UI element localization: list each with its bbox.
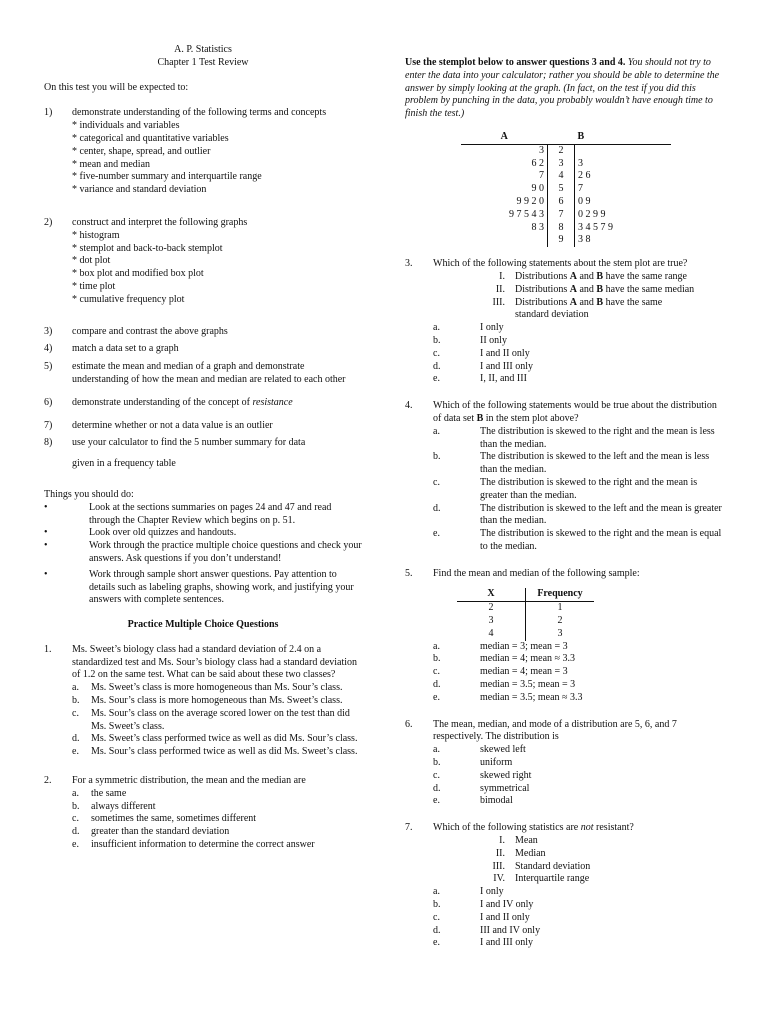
todo-item [44, 569, 362, 607]
question-number: 7. [405, 822, 413, 834]
option-letter: e. [72, 746, 79, 758]
bullet-icon: • [44, 540, 48, 552]
option-text: Ms. Sour’s class is more homogeneous than Ms. Sweet’s class. [91, 695, 343, 707]
statement-text: have the same standard deviation [515, 296, 663, 321]
answer-option [405, 477, 727, 503]
frequency-row [457, 615, 594, 628]
option-text: median = 3.5; mean ≈ 3.3 [480, 691, 583, 703]
item-text: demonstrate understanding of the following terms and concepts [72, 107, 327, 119]
statement [405, 873, 727, 886]
term-bullet: * categorical and quantitative variables [72, 132, 229, 144]
option-letter: e. [433, 691, 440, 703]
expect-item-7 [44, 420, 362, 433]
option-letter: e. [433, 937, 440, 949]
option-letter: c. [433, 347, 440, 359]
option-letter: b. [72, 800, 80, 812]
option-text: I and III only [480, 360, 534, 372]
answer-option [405, 451, 727, 477]
question-text [433, 822, 727, 835]
option-text: always different [91, 800, 156, 812]
answer-option [44, 708, 362, 734]
leaf-a: 9 7 5 4 3 [509, 208, 544, 220]
option-text: insufficient information to determine the correct answer [91, 839, 315, 851]
graph-bullet: * box plot and modified box plot [72, 268, 204, 280]
answer-option [44, 682, 362, 695]
todo-item [44, 502, 362, 528]
option-letter: e. [72, 839, 79, 851]
option-text: I and III only [480, 937, 534, 949]
question-text-part: Which of the following statements would be true about the distribution of data set [433, 400, 717, 424]
roman-numeral: III. [492, 296, 505, 308]
answer-option [405, 770, 727, 783]
todo-text: Look over old quizzes and handouts. [89, 527, 237, 539]
option-letter: a. [433, 886, 440, 898]
expect-item-4 [44, 343, 362, 356]
question-7 [405, 822, 727, 835]
question-3 [405, 258, 727, 271]
answer-option [44, 826, 362, 839]
question-number: 4. [405, 400, 413, 412]
statement-text: and [576, 283, 597, 295]
leaf-a: 8 3 [531, 221, 544, 233]
answer-option [44, 695, 362, 708]
option-letter: d. [433, 782, 441, 794]
answer-option [44, 801, 362, 814]
answer-option [405, 795, 727, 808]
statement [405, 297, 727, 323]
option-text: I and II only [480, 347, 530, 359]
roman-numeral: IV. [493, 873, 505, 885]
question-number: 3. [405, 258, 413, 270]
option-text: I and II only [480, 911, 530, 923]
question-text-emphasis: not [580, 822, 594, 834]
option-text: I only [480, 886, 504, 898]
dist-a: A [569, 296, 577, 308]
option-letter: a. [433, 425, 440, 437]
answer-option [44, 788, 362, 801]
option-letter: a. [72, 682, 79, 694]
roman-numeral: I. [499, 835, 505, 847]
roman-numeral: II. [495, 283, 505, 295]
item-number: 2) [44, 216, 53, 228]
item-text: match a data set to a graph [72, 343, 179, 355]
item-number: 3) [44, 325, 53, 337]
option-letter: d. [72, 826, 80, 838]
stem: 4 [548, 170, 575, 183]
item-text [72, 397, 362, 410]
option-letter: c. [433, 666, 440, 678]
answer-option [44, 733, 362, 746]
question-2 [44, 775, 362, 788]
stemplot-row [461, 170, 671, 183]
stemplot-header-b: B [575, 131, 672, 144]
option-text: bimodal [480, 795, 513, 807]
graph-bullet: * stemplot and back-to-back stemplot [72, 242, 223, 254]
cell-x: 3 [488, 615, 494, 627]
answer-option [405, 361, 727, 374]
instructions-bold: Use the stemplot below to answer questions 3 and 4. [405, 57, 626, 68]
item-text-plain: demonstrate understanding of the concept of [72, 396, 253, 408]
stemplot-row [461, 144, 671, 157]
question-number: 1. [44, 643, 52, 655]
option-text: The distribution is skewed to the right and the mean is equal to the median. [480, 528, 722, 552]
answer-option [405, 322, 727, 335]
dist-b: B [596, 296, 604, 308]
item-text [72, 437, 362, 471]
item-text-line2: given in a frequency table [72, 458, 176, 470]
right-column [405, 0, 727, 950]
option-letter: b. [72, 695, 80, 707]
statement-text: and [576, 296, 597, 308]
option-text: The distribution is skewed to the left and the mean is greater than the median. [480, 502, 722, 527]
statement-text: Distributions [515, 283, 570, 295]
answer-option [44, 746, 362, 759]
leaf-b: 0 9 [578, 195, 591, 207]
stem: 9 [548, 234, 575, 247]
item-text: determine whether or not a data value is an outlier [72, 419, 273, 431]
answer-option [405, 426, 727, 452]
option-letter: b. [433, 757, 441, 769]
statement-text: have the same median [603, 283, 695, 295]
answer-option [44, 839, 362, 852]
answer-option [405, 757, 727, 770]
question-text: For a symmetric distribution, the mean and the median are [72, 775, 306, 787]
stem: 2 [548, 144, 575, 157]
statement [405, 848, 727, 861]
expect-item-8 [44, 437, 362, 471]
todo-title: Things you should do: [44, 488, 134, 500]
dist-b: B [596, 270, 604, 282]
answer-option [405, 528, 727, 554]
leaf-b: 3 [578, 157, 583, 169]
option-text: Ms. Sour’s class on the average scored lower on the test than did Ms. Sweet’s class. [91, 707, 350, 732]
option-letter: a. [72, 787, 79, 799]
roman-numeral: I. [499, 270, 505, 282]
graph-bullet: * histogram [72, 229, 120, 241]
stem: 7 [548, 209, 575, 222]
cell-x: 4 [488, 627, 494, 639]
graph-bullet: * time plot [72, 280, 116, 292]
stemplot-table [461, 131, 671, 247]
leaf-a: 3 [539, 144, 544, 156]
answer-option [405, 679, 727, 692]
item-number: 1) [44, 107, 53, 119]
answer-option [405, 886, 727, 899]
dist-b: B [596, 283, 604, 295]
option-text: The distribution is skewed to the right and the mean is greater than the median. [480, 476, 698, 501]
answer-option [405, 925, 727, 938]
answer-option [405, 937, 727, 950]
todo-text: Work through sample short answer questions. Pay attention to details such as labeling graphs, showing work, and justifying your answers with complete sentences. [89, 568, 354, 606]
stemplot-header-a: A [461, 131, 548, 144]
question-text: Ms. Sweet’s biology class had a standard deviation of 2.4 on a standardized test and Ms. Sour’s biology class had a standard deviation of 1.2 on the same test. What can be said about these two classes? [72, 643, 358, 681]
option-letter: c. [433, 769, 440, 781]
instructions-italic: You should not try to enter the data into your calculator; rather you should be able to determine the answer by simply looking at the graph. (In fact, on the test if you did this problem by punching in the data, you probably wouldn’t have enough time to finish the test.) [405, 57, 720, 120]
cell-x: 2 [488, 602, 494, 614]
stemplot-row [461, 183, 671, 196]
stemplot-instructions [405, 57, 727, 121]
stemplot-row [461, 209, 671, 222]
statement [405, 271, 727, 284]
practice-heading: Practice Multiple Choice Questions [127, 619, 279, 631]
question-4 [405, 400, 727, 426]
option-letter: b. [433, 653, 441, 665]
frequency-row [457, 602, 594, 615]
question-text-part: Which of the following statistics are [433, 822, 581, 834]
option-letter: d. [433, 502, 441, 514]
item-number: 5) [44, 361, 53, 373]
expect-item-1 [44, 107, 362, 120]
answer-option [405, 373, 727, 386]
question-number: 5. [405, 567, 413, 579]
item-text-emphasis: resistance [252, 396, 293, 408]
todo-item [44, 527, 362, 540]
option-text: The distribution is skewed to the left and the mean is less than the median. [480, 451, 710, 476]
statement-text: Standard deviation [515, 860, 591, 872]
stem: 3 [548, 158, 575, 171]
stemplot-header [461, 131, 671, 144]
option-text: skewed right [480, 769, 532, 781]
answer-option [405, 335, 727, 348]
graph-bullet: * dot plot [72, 255, 111, 267]
todo-text: Look at the sections summaries on pages 24 and 47 and read through the Chapter Review which begins on p. 51. [89, 501, 332, 526]
question-number: 2. [44, 775, 52, 787]
option-text: I only [480, 322, 504, 334]
doc-subtitle: Chapter 1 Test Review [157, 56, 249, 68]
expect-item-6 [44, 397, 362, 410]
graph-bullet: * cumulative frequency plot [72, 293, 185, 305]
answer-option [405, 666, 727, 679]
statement-text: Median [515, 847, 546, 859]
statement-text: Interquartile range [515, 873, 590, 885]
roman-numeral: III. [492, 860, 505, 872]
option-text: I and IV only [480, 899, 534, 911]
expect-item-2 [44, 217, 362, 230]
stemplot-header-stem [548, 131, 575, 144]
leaf-a: 6 2 [531, 157, 544, 169]
option-letter: e. [433, 528, 440, 540]
question-6 [405, 719, 727, 745]
answer-option [405, 641, 727, 654]
option-text: skewed left [480, 744, 526, 756]
item-number: 6) [44, 396, 53, 408]
answer-option [405, 899, 727, 912]
option-text: the same [91, 787, 127, 799]
statement [405, 284, 727, 297]
leaf-b: 3 4 5 7 9 [578, 221, 613, 233]
option-letter: a. [433, 322, 440, 334]
option-text: III and IV only [480, 924, 541, 936]
leaf-b: 0 2 9 9 [578, 208, 606, 220]
stemplot-row [461, 158, 671, 171]
frequency-row [457, 628, 594, 641]
option-text: Ms. Sweet’s class performed twice as well as did Ms. Sour’s class. [91, 733, 358, 745]
option-letter: d. [433, 679, 441, 691]
stemplot-row [461, 196, 671, 209]
question-text: Find the mean and median of the following sample: [433, 567, 640, 579]
leaf-b: 3 8 [578, 234, 591, 246]
statement [405, 861, 727, 874]
item-text: compare and contrast the above graphs [72, 325, 228, 337]
todo-text: Work through the practice multiple choice questions and check your answers. Ask questions if you don’t understand! [89, 540, 362, 564]
option-letter: e. [433, 795, 440, 807]
option-letter: b. [433, 334, 441, 346]
stem: 8 [548, 222, 575, 235]
answer-option [405, 692, 727, 705]
stemplot-row [461, 222, 671, 235]
statement-text: Distributions [515, 270, 570, 282]
option-text: median = 4; mean = 3 [480, 666, 568, 678]
option-letter: d. [433, 360, 441, 372]
leaf-b: 2 6 [578, 170, 591, 182]
bullet-icon: • [44, 568, 48, 580]
bullet-icon: • [44, 527, 48, 539]
stemplot-row [461, 234, 671, 247]
option-letter: b. [433, 899, 441, 911]
leaf-a: 9 0 [531, 183, 544, 195]
expect-item-3 [44, 326, 362, 339]
leaf-a: 7 [539, 170, 544, 182]
question-text-part: in the stem plot above? [483, 412, 579, 424]
dist-b: B [476, 412, 484, 424]
term-bullet: * five-number summary and interquartile range [72, 171, 262, 183]
option-text: The distribution is skewed to the right and the mean is less than the median. [480, 425, 715, 450]
cell-frequency: 2 [526, 615, 595, 628]
option-text: symmetrical [480, 782, 530, 794]
item-number: 8) [44, 437, 53, 449]
question-text-part: resistant? [593, 822, 634, 834]
cell-frequency: 3 [526, 628, 595, 641]
term-bullet: * individuals and variables [72, 120, 180, 132]
dist-a: A [569, 270, 577, 282]
question-text [433, 400, 727, 426]
left-column [44, 0, 362, 852]
option-letter: c. [433, 911, 440, 923]
answer-option [405, 503, 727, 529]
statement-text: Distributions [515, 296, 570, 308]
option-letter: a. [433, 640, 440, 652]
term-bullet: * mean and median [72, 158, 151, 170]
leaf-a: 9 9 2 0 [516, 195, 544, 207]
answer-option [405, 912, 727, 925]
option-letter: e. [433, 373, 440, 385]
frequency-table [457, 588, 594, 640]
option-text: uniform [480, 757, 513, 769]
option-letter: c. [433, 476, 440, 488]
leaf-b [575, 144, 672, 157]
stem: 5 [548, 183, 575, 196]
question-number: 6. [405, 718, 413, 730]
answer-option [405, 348, 727, 361]
question-text: Which of the following statements about the stem plot are true? [433, 258, 688, 270]
statement-text: and [576, 270, 597, 282]
answer-option [405, 783, 727, 796]
roman-numeral: II. [495, 847, 505, 859]
option-letter: c. [72, 813, 79, 825]
option-text: median = 3; mean = 3 [480, 640, 568, 652]
option-text: I, II, and III [480, 373, 527, 385]
frequency-header [457, 588, 594, 601]
statement-text: have the same range [603, 270, 687, 282]
header-x: X [457, 588, 526, 601]
question-1 [44, 644, 362, 682]
option-letter: d. [433, 924, 441, 936]
doc-title: A. P. Statistics [174, 44, 232, 55]
option-letter: c. [72, 707, 79, 719]
item-number: 7) [44, 419, 53, 431]
intro-text: On this test you will be expected to: [44, 81, 189, 93]
option-text: median = 4; mean ≈ 3.3 [480, 653, 575, 665]
option-letter: b. [433, 451, 441, 463]
header-frequency: Frequency [526, 588, 595, 601]
question-text: The mean, median, and mode of a distribution are 5, 6, and 7 respectively. The distribution is [433, 718, 677, 743]
term-bullet: * center, shape, spread, and outlier [72, 145, 211, 157]
leaf-a [461, 234, 548, 247]
bullet-icon: • [44, 501, 48, 513]
question-5 [405, 568, 727, 581]
expect-item-5 [44, 361, 362, 387]
item-text: construct and interpret the following graphs [72, 216, 248, 228]
option-text: median = 3.5; mean = 3 [480, 679, 576, 691]
option-text: Ms. Sour’s class performed twice as well as did Ms. Sweet’s class. [91, 746, 358, 758]
leaf-b: 7 [578, 183, 583, 195]
option-text: greater than the standard deviation [91, 826, 230, 838]
todo-item [44, 540, 362, 566]
option-text: II only [480, 334, 507, 346]
answer-option [405, 744, 727, 757]
item-text: estimate the mean and median of a graph and demonstrate understanding of how the mean and median are related to each other [72, 361, 346, 385]
statement-text: Mean [515, 835, 538, 847]
option-letter: d. [72, 733, 80, 745]
statement [405, 835, 727, 848]
answer-option [44, 813, 362, 826]
cell-frequency: 1 [526, 602, 595, 615]
item-text-line1: use your calculator to find the 5 number summary for data [72, 437, 306, 449]
item-number: 4) [44, 343, 53, 355]
dist-a: A [569, 283, 577, 295]
term-bullet: * variance and standard deviation [72, 184, 207, 196]
option-text: sometimes the same, sometimes different [91, 813, 257, 825]
option-letter: a. [433, 744, 440, 756]
answer-option [405, 653, 727, 666]
option-text: Ms. Sweet’s class is more homogeneous than Ms. Sour’s class. [91, 682, 343, 694]
stem: 6 [548, 196, 575, 209]
